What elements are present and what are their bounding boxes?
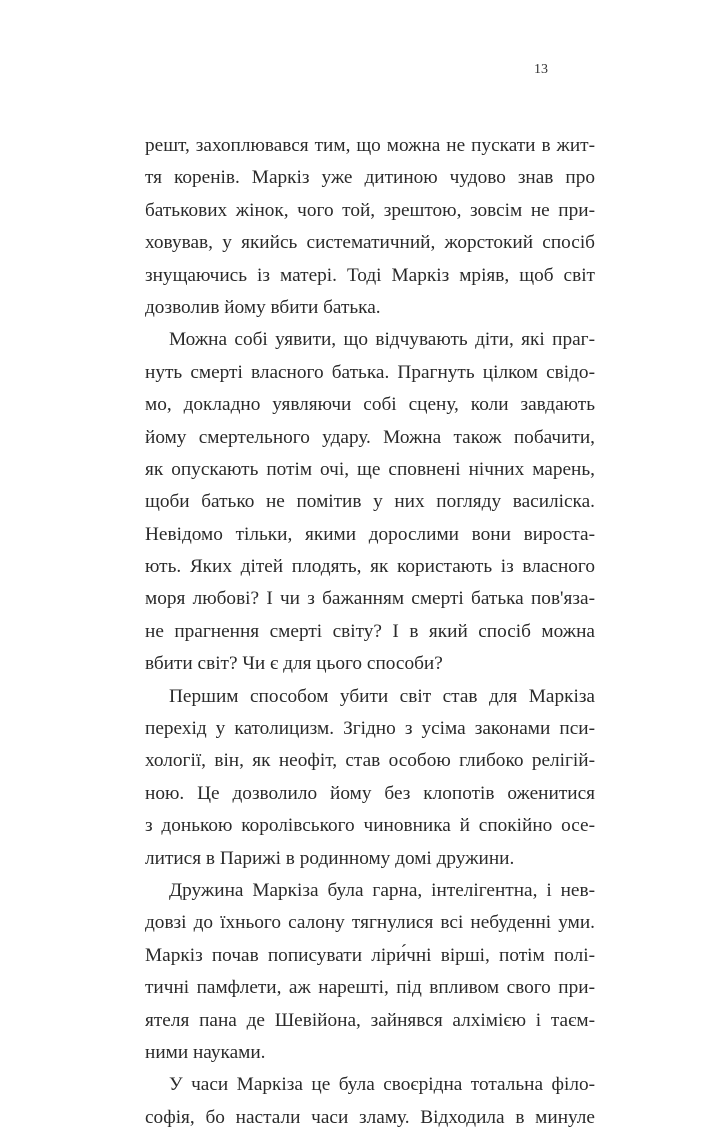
text-line: решт, захоплювався тим, що можна не пускати в жит-: [145, 135, 595, 156]
paragraph: [145, 324, 595, 680]
paragraph: [145, 130, 595, 324]
text-line: моря любові? І чи з бажанням смерті батька пов'яза-: [145, 588, 595, 610]
paragraph: [145, 681, 595, 875]
text-line: литися в Парижі в родинному домі дружини.: [145, 847, 515, 869]
text-line: ють. Яких дітей плодять, як користають із власного: [145, 556, 595, 578]
text-line: Невідомо тільки, якими дорослими вони вироста-: [145, 523, 595, 545]
text-line: Першим способом убити світ став для Маркіза: [169, 685, 595, 707]
text-line: дозволив йому вбити батька.: [145, 296, 381, 318]
text-line: Можна собі уявити, що відчувають діти, які праг-: [169, 329, 595, 351]
text-line: Дружина Маркіза була гарна, інтелігентна, і нев-: [169, 879, 595, 901]
text-line: довзі до їхнього салону тягнулися всі небуденні уми.: [145, 912, 595, 934]
body-text: [145, 130, 595, 1134]
text-line: ною. Це дозволило йому без клопотів оженитися: [145, 782, 595, 804]
text-line: батькових жінок, чого той, зрештою, зовсім не при-: [145, 199, 595, 221]
paragraph: [145, 875, 595, 1069]
text-line: вбити світ? Чи є для цього способи?: [145, 653, 443, 675]
paragraph: [145, 1069, 595, 1134]
text-line: знущаючись із матері. Тоді Маркіз мріяв, щоб світ: [145, 264, 595, 286]
text-line: Маркіз почав пописувати ліри́чні вірші, потім полі-: [145, 944, 595, 966]
text-line: нуть смерті власного батька. Прагнуть цілком свідо-: [145, 361, 595, 383]
text-line: ховував, у якийсь систематичний, жорстокий спосіб: [145, 232, 595, 254]
text-line: тя коренів. Маркіз уже дитиною чудово знав про: [145, 167, 595, 189]
text-line: не прагнення смерті світу? І в який спосіб можна: [145, 620, 595, 642]
text-line: тичні памфлети, аж нарешті, під впливом свого при-: [145, 977, 595, 999]
text-line: перехід у католицизм. Згідно з усіма законами пси-: [145, 718, 595, 740]
text-line: мо, докладно уявляючи собі сцену, коли завдають: [145, 394, 595, 416]
text-line: хології, він, як неофіт, став особою глибоко релігій-: [145, 750, 595, 772]
text-line: ними науками.: [145, 1041, 266, 1063]
text-line: ятеля пана де Шевійона, зайнявся алхімією і таєм-: [145, 1009, 595, 1031]
page-number: 13: [534, 62, 548, 77]
text-line: з донькою королівського чиновника й спокійно осе-: [145, 815, 595, 837]
text-line: йому смертельного удару. Можна також побачити,: [145, 426, 595, 448]
text-line: щоби батько не помітив у них погляду василіска.: [145, 491, 595, 513]
text-line: софія, бо настали часи зламу. Відходила в минуле: [145, 1106, 595, 1128]
text-line: У часи Маркіза це була своєрідна тотальна філо-: [169, 1074, 595, 1096]
text-line: як опускають потім очі, ще сповнені нічних марень,: [145, 458, 595, 480]
